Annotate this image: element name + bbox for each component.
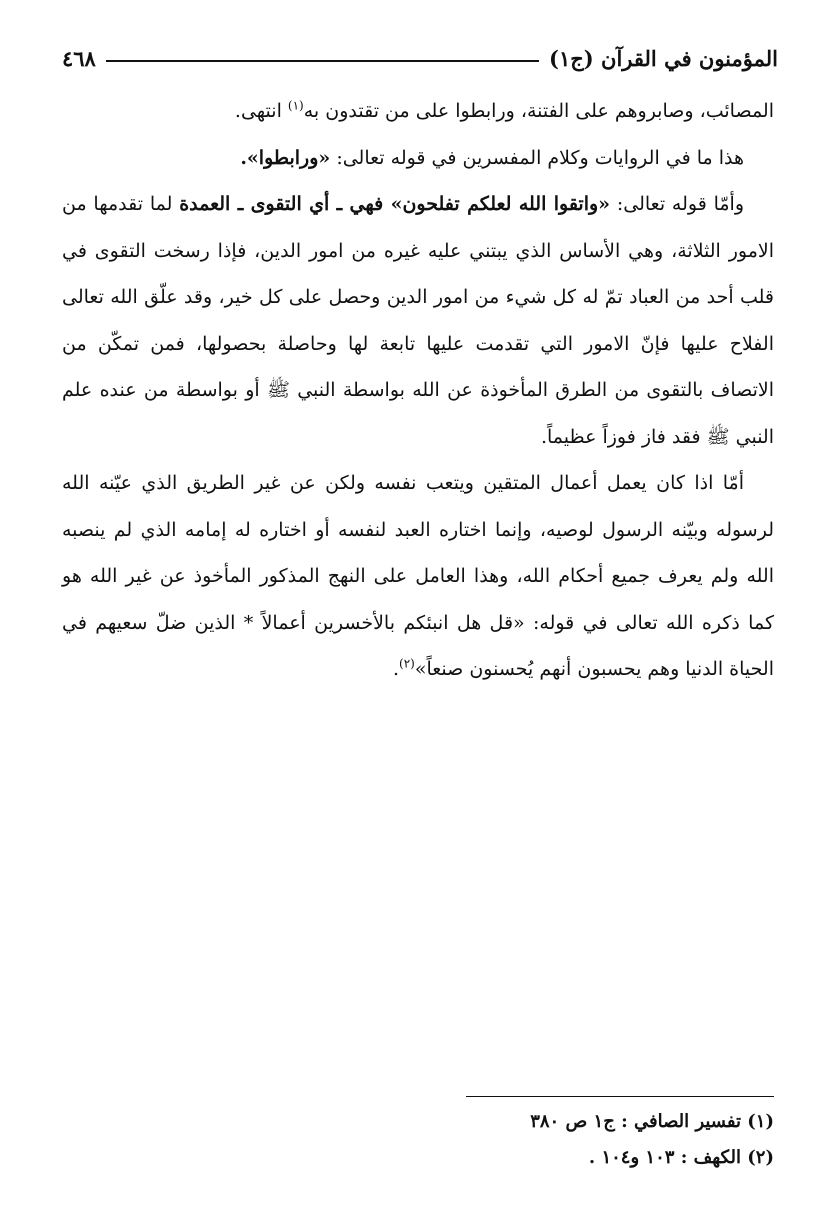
footnote-1-text: تفسير الصافي : ج١ ص ٣٨٠ — [530, 1111, 741, 1132]
paragraph-2-quote: «ورابطوا». — [240, 146, 331, 169]
page-number: ٤٦٨ — [62, 45, 96, 71]
header-rule — [106, 60, 539, 62]
paragraph-2 — [62, 135, 774, 182]
footnote-separator — [466, 1096, 774, 1097]
paragraph-4 — [62, 460, 774, 693]
footnote-ref-1: (١) — [287, 98, 304, 113]
paragraph-2-text: هذا ما في الروايات وكلام المفسرين في قوله تعالى: — [330, 146, 744, 169]
paragraph-1 — [62, 88, 774, 135]
paragraph-3-text: لما تقدمها من الامور الثلاثة، وهي الأساس الذي يبتني عليه غيره من امور الدين، فإذا رسخت التقوى في قلب أحد من العباد تمّ له كل شيء من امور الدين وحصل على كل خير، وقد علّق الله تعالى الفلاح عليها فإنّ الامور التي تقدمت عليها تابعة لها وحاصلة بحصولها، فمن تمكّن من الاتصاف بالتقوى من الطرق المأخوذة عن الله بواسطة النبي ﷺ أو بواسطة من عنده علم النبي ﷺ فقد فاز فوزاً عظيماً. — [62, 193, 774, 448]
footnotes — [454, 1104, 774, 1176]
footnote-2-text: الكهف : ١٠٣ و١٠٤ . — [588, 1147, 741, 1168]
running-title: المؤمنون في القرآن (ج١) — [549, 45, 778, 71]
body-text — [62, 88, 774, 693]
page-header — [62, 38, 778, 78]
footnote-1 — [454, 1104, 774, 1140]
paragraph-3-quote: «واتقوا الله لعلكم تفلحون» فهي ـ أي التقوى ـ العمدة — [179, 193, 611, 215]
paragraph-3-lead: وأمّا قوله تعالى: — [610, 193, 745, 215]
paragraph-1-tail: انتهى. — [234, 100, 288, 122]
paragraph-3 — [62, 181, 774, 460]
footnote-1-mark: (١) — [747, 1111, 774, 1132]
footnote-ref-2: (٢) — [399, 656, 415, 671]
paragraph-4-tail: . — [392, 658, 399, 680]
paragraph-1-text: المصائب، وصابروهم على الفتنة، ورابطوا على من تقتدون به — [303, 100, 774, 122]
paragraph-4-text: أمّا اذا كان يعمل أعمال المتقين ويتعب نفسه ولكن عن غير الطريق الذي عيّنه الله لرسوله وبيّنه الرسول لوصيه، وإنما اختاره العبد لنفسه أو اختاره له إمامه الذي لم ينصبه الله ولم يعرف جميع أحكام الله، وهذا العامل على النهج المذكور المأخوذ عن غير الله هو كما ذكره الله تعالى في قوله: «قل هل انبئكم بالأخسرين أعمالاً * الذين ضلّ سعيهم في الحياة الدنيا وهم يحسبون أنهم يُحسنون صنعاً» — [62, 472, 774, 680]
footnote-2-mark: (٢) — [747, 1147, 774, 1168]
footnote-2 — [454, 1140, 774, 1176]
